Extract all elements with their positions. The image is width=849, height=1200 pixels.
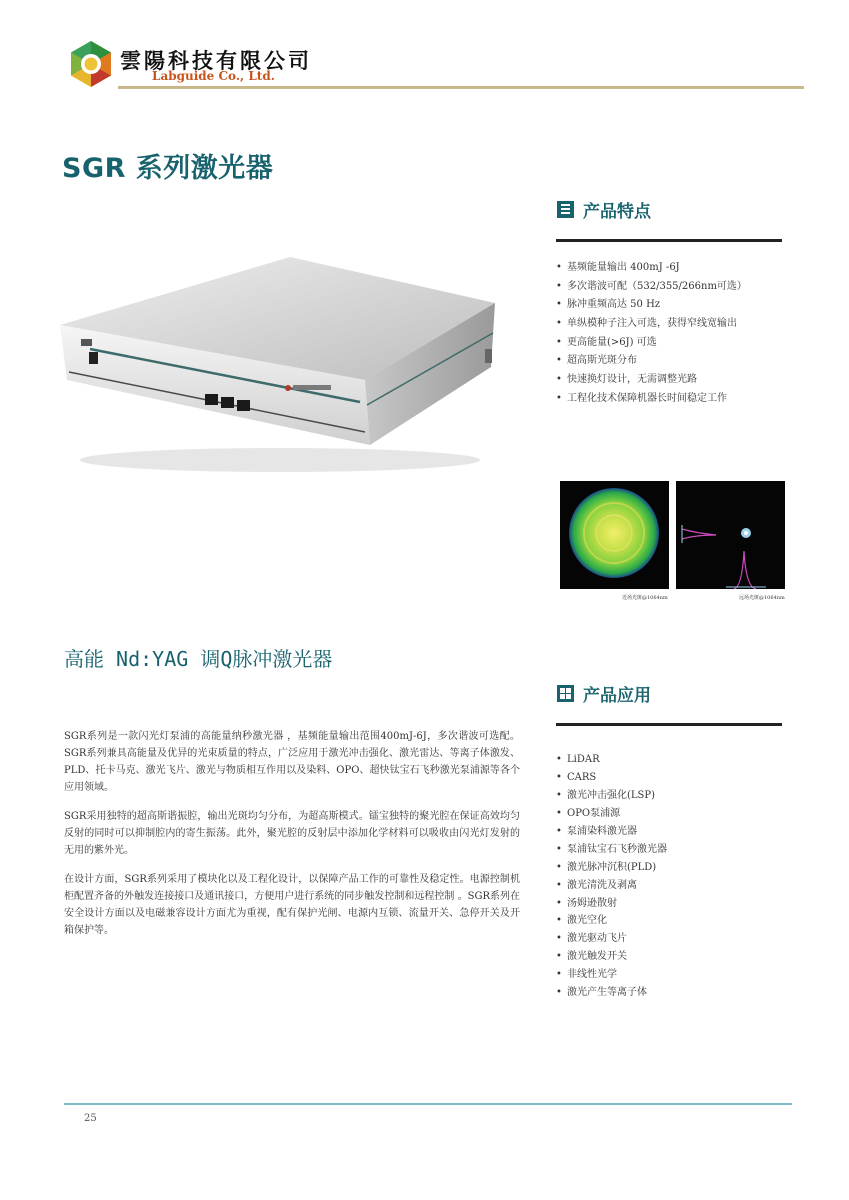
near-field-beam-image	[560, 481, 669, 589]
list-item: • 激光驱动飞片	[556, 930, 667, 948]
list-item: • 泵浦染料激光器	[556, 823, 667, 841]
features-heading-label: 产品特点	[583, 202, 651, 222]
list-item: • 多次谐波可配（532/355/266nm可选）	[556, 278, 747, 297]
document-icon	[556, 200, 575, 219]
list-item: • LiDAR	[556, 751, 667, 769]
list-item: • 单纵模种子注入可选，获得窄线宽输出	[556, 315, 747, 334]
grid-icon	[556, 684, 575, 703]
features-heading	[556, 197, 651, 222]
list-item: • OPO泵浦源	[556, 805, 667, 823]
near-field-caption: 近场光斑@1064nm	[622, 595, 668, 601]
list-item: • 脉冲重频高达 50 Hz	[556, 296, 747, 315]
list-item: • 快速换灯设计，无需调整光路	[556, 371, 747, 390]
product-description	[64, 728, 520, 951]
features-list	[556, 259, 747, 409]
list-item: • 激光空化	[556, 912, 667, 930]
list-item: • 非线性光学	[556, 966, 667, 984]
near-field-beam-graphic	[560, 481, 669, 589]
list-item: • 泵浦钛宝石飞秒激光器	[556, 841, 667, 859]
company-name-english: Labguide Co., Ltd.	[152, 69, 275, 83]
applications-list	[556, 751, 667, 1002]
product-subtitle: 高能 Nd:YAG 调Q脉冲激光器	[64, 647, 333, 671]
list-item: • 基频能量输出 400mJ -6J	[556, 259, 747, 278]
body-paragraph: 在设计方面，SGR系列采用了模块化以及工程化设计，以保障产品工作的可靠性及稳定性。电源控制机柜配置齐备的外触发连接接口及通讯接口，方便用户进行系统的同步触发控制和远程控制 。SGR系列在安全设计方面以及电磁兼容设计方面尤为重视，配有保护光闸、电源内互锁、流量开关、急停开关及开箱保护等。	[64, 874, 520, 936]
company-logo-icon	[70, 40, 112, 88]
far-field-beam-image	[676, 481, 785, 589]
header-divider	[118, 86, 804, 89]
footer-divider	[64, 1103, 792, 1105]
list-item: • 激光冲击强化(LSP)	[556, 787, 667, 805]
list-item: • 激光清洗及剥离	[556, 877, 667, 895]
list-item: • 激光触发开关	[556, 948, 667, 966]
list-item: • CARS	[556, 769, 667, 787]
body-paragraph: SGR采用独特的超高斯谐振腔，输出光斑均匀分布，为超高斯模式。镭宝独特的聚光腔在保证高效均匀反射的同时可以抑制腔内的寄生振荡。此外，聚光腔的反射层中添加化学材料可以吸收由闪光灯发射的无用的紫外光。	[64, 811, 520, 856]
far-field-beam-graphic	[676, 481, 785, 589]
list-item: • 工程化技术保障机器长时间稳定工作	[556, 390, 747, 409]
list-item: • 激光产生等离子体	[556, 984, 667, 1002]
company-name-chinese: 雲陽科技有限公司	[120, 48, 312, 73]
page-number: 25	[84, 1113, 97, 1124]
far-field-caption: 远场光斑@1064nm	[739, 595, 785, 601]
laser-product-image	[55, 255, 505, 475]
list-item: • 激光脉冲沉积(PLD)	[556, 859, 667, 877]
applications-divider	[556, 723, 782, 726]
list-item: • 更高能量(>6J) 可选	[556, 334, 747, 353]
page-title: SGR 系列激光器	[62, 153, 274, 184]
list-item: • 超高斯光斑分布	[556, 352, 747, 371]
body-paragraph: SGR系列是一款闪光灯泵浦的高能量纳秒激光器 ，基频能量输出范围400mJ-6J，多次谐波可选配。SGR系列兼具高能量及优异的光束质量的特点，广泛应用于激光冲击强化、激光雷达、等离子体激发、PLD、托卡马克、激光飞片、激光与物质相互作用以及染料、OPO、超快钛宝石飞秒激光泵浦源等各个应用领域。	[64, 731, 520, 793]
applications-heading-label: 产品应用	[583, 686, 651, 706]
list-item: • 汤姆逊散射	[556, 895, 667, 913]
applications-heading	[556, 681, 651, 706]
features-divider	[556, 239, 782, 242]
